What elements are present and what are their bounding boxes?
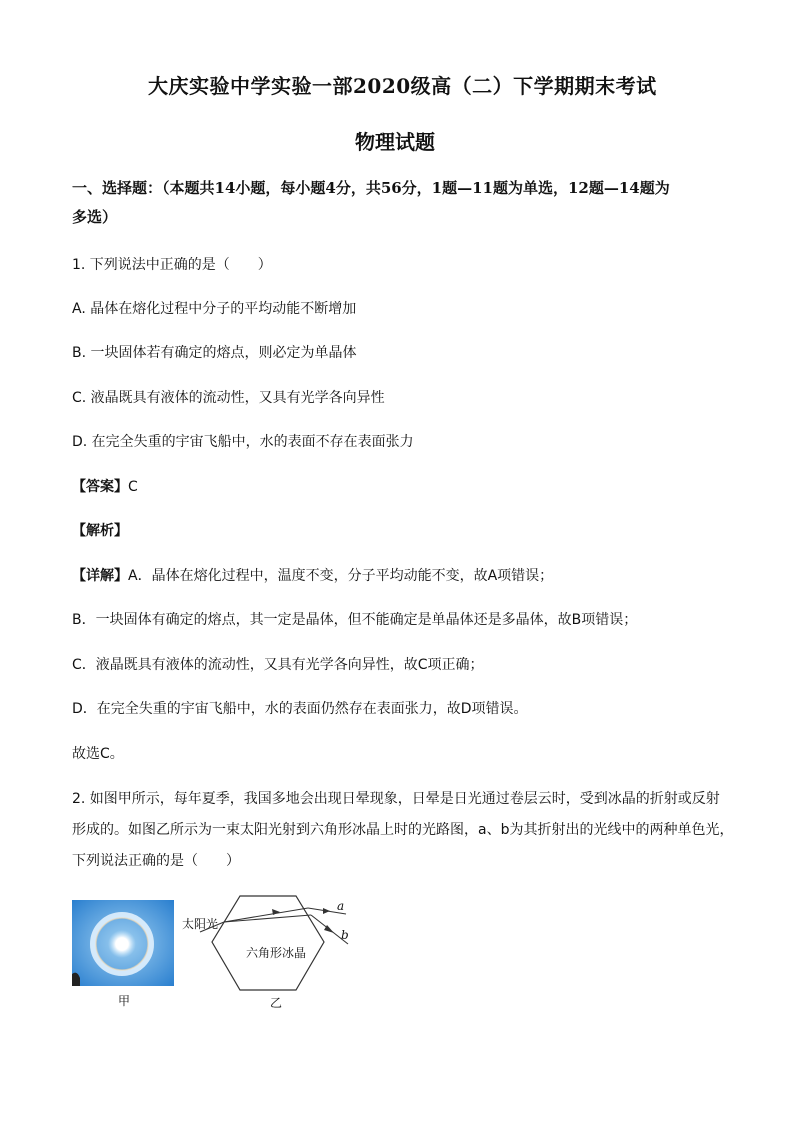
question-1-stem: 1. 下列说法中正确的是（ ）	[72, 257, 272, 273]
analysis-tag: 【解析】	[72, 523, 128, 539]
detail-line-c: C．液晶既具有液体的流动性，又具有光学各向异性，故C项正确；	[72, 657, 484, 673]
question-1-option-a: A. 晶体在熔化过程中分子的平均动能不断增加	[72, 301, 357, 317]
detail-line-d: D．在完全失重的宇宙飞船中，水的表面仍然存在表面张力，故D项错误。	[72, 701, 528, 717]
hexagon-shape	[212, 896, 324, 990]
conclusion: 故选C。	[72, 746, 124, 762]
document-subtitle: 物理试题	[355, 130, 435, 154]
ray-a-label: a	[337, 899, 345, 913]
answer-tag: 【答案】	[72, 479, 128, 495]
sunlight-label: 太阳光	[182, 917, 219, 931]
crystal-label: 六角形冰晶	[246, 946, 307, 960]
question-2-line2: 形成的。如图乙所示为一束太阳光射到六角形冰晶上时的光路图，a、b为其折射出的光线中的两种单色光，	[72, 822, 734, 838]
question-1-option-b: B. 一块固体若有确定的熔点，则必定为单晶体	[72, 345, 357, 361]
question-2-line1: 2. 如图甲所示，每年夏季，我国多地会出现日晕现象，日晕是日光通过卷层云时，受到冰晶的折射或反射	[72, 791, 720, 807]
question-1-option-c: C. 液晶既具有液体的流动性，又具有光学各向异性	[72, 390, 385, 406]
detail-line-b: B．一块固体有确定的熔点，其一定是晶体，但不能确定是单晶体还是多晶体，故B项错误；	[72, 612, 638, 628]
figure-caption-left: 甲	[118, 994, 131, 1008]
detail-tag: 【详解】	[72, 568, 128, 584]
section-heading-line1: 一、选择题：（本题共14小题，每小题4分，共56分，1题—11题为单选，12题—14题为	[72, 179, 670, 197]
section-heading-line2: 多选）	[72, 208, 118, 226]
detail-line-a	[72, 565, 553, 585]
answer-value: C	[128, 479, 138, 495]
question-1-option-d: D. 在完全失重的宇宙飞船中，水的表面不存在表面张力	[72, 434, 414, 450]
question-2-line3: 下列说法正确的是（ ）	[72, 853, 240, 869]
ray-b-label: b	[341, 928, 349, 942]
figure-caption-right: 乙	[270, 996, 283, 1010]
document-title: 大庆实验中学实验一部2020级高（二）下学期期末考试	[148, 74, 657, 98]
sun-halo-photo	[72, 900, 174, 986]
answer-line	[72, 476, 138, 496]
detail-text-a: A．晶体在熔化过程中，温度不变，分子平均动能不变，故A项错误；	[128, 568, 554, 584]
